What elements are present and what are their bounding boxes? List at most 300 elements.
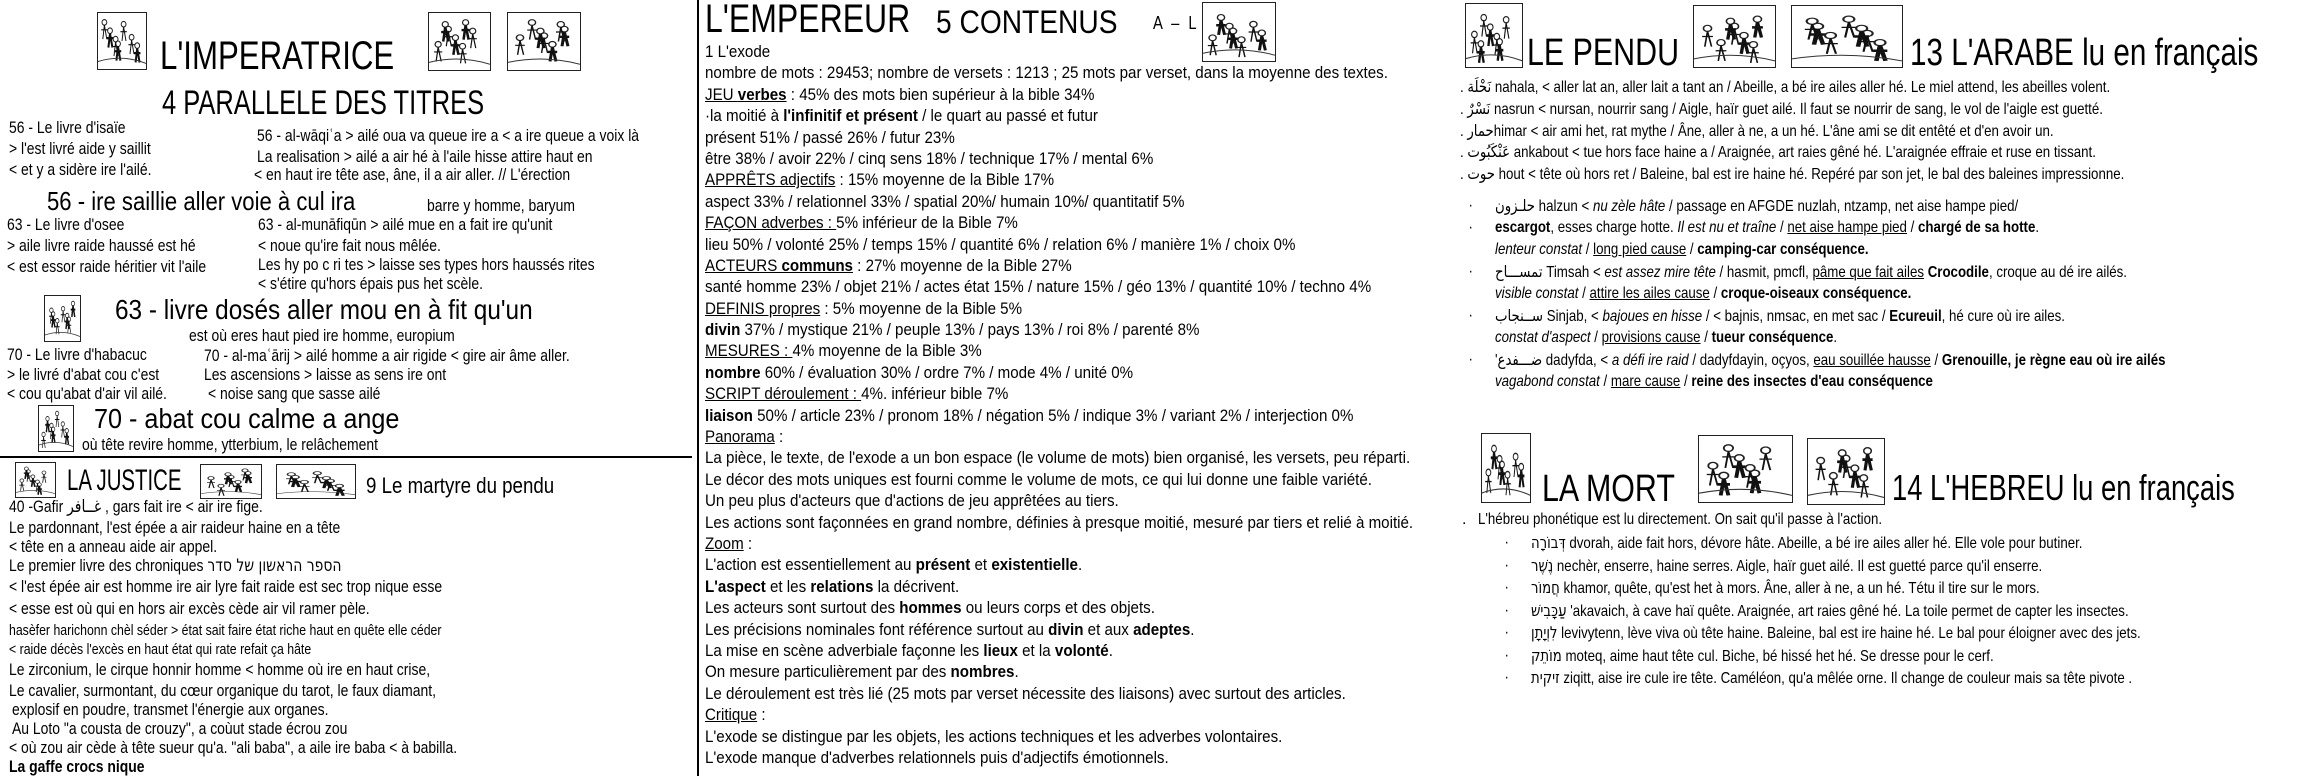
text-segment: présent: [915, 555, 971, 575]
illustration-image: [1791, 5, 1903, 68]
text-segment: relations: [810, 576, 874, 596]
hebrew-word: דְּבוֹרָה: [1531, 533, 1566, 552]
text-line: [1495, 261, 2127, 283]
arabic-word-list: [1460, 76, 2260, 185]
sketch-icon: [1792, 6, 1902, 67]
justice-subtitle: 9 Le martyre du pendu: [366, 473, 555, 498]
text-segment: APPRÊTS adjectifs: [705, 170, 836, 190]
text-segment: /: [1700, 329, 1712, 346]
text-segment: , esses charge hotte.: [1550, 219, 1678, 236]
arabic-word: نَسْرٌ: [1467, 98, 1491, 118]
text-segment: provisions cause: [1601, 329, 1701, 346]
text-line: [1531, 577, 2040, 600]
text-segment: volonté: [1054, 640, 1109, 660]
text-line: [705, 661, 1019, 682]
sketch-icon: [429, 13, 490, 70]
text-segment: communs: [781, 255, 853, 275]
text-segment: 'akavaich, à cave haï quête. Araignée, art raies gêné hé. La toile permet de capter les insectes.: [1566, 602, 2129, 620]
text-segment: Il est nu et traîne: [1677, 219, 1777, 236]
text-segment: ou leurs corps et des objets.: [961, 598, 1155, 618]
illustration-image: [507, 12, 581, 71]
text-segment: La pièce, le texte, de l'exode a un bon espace (le volume de mots) bien organisé, les versets, peu réparti.: [705, 448, 1411, 468]
sketch-icon: [16, 463, 55, 497]
text-segment: nombres: [950, 662, 1015, 682]
text-line: [1495, 239, 1869, 261]
text-line: [1531, 622, 2141, 645]
text-line: [1531, 555, 2042, 578]
heading-63: 63 - livre dosés aller mou en à fit qu'un: [115, 294, 533, 325]
text-segment: .: [1108, 640, 1113, 660]
section-divider: [0, 456, 692, 458]
text-segment: existentielle: [991, 555, 1078, 575]
text-segment: nombre: [705, 362, 761, 382]
text-line: [705, 362, 1133, 383]
text-segment: / le quart au passé et futur: [917, 106, 1098, 126]
text-segment: himar < air ami het, rat mythe / Âne, aller à ne, a un hé. L'âne ami se dit entêté et d'en avoir un.: [1493, 122, 2054, 140]
text-segment: Zoom: [705, 533, 744, 553]
text-segment: On mesure particulièrement par des: [705, 662, 951, 682]
hebrew-bullet-list: [1531, 532, 2266, 690]
text-line: [705, 255, 1072, 276]
text-line: [9, 538, 217, 556]
text-segment: .: [1460, 166, 1468, 184]
sketch-icon: [1482, 434, 1530, 502]
hebrew-word: הספר הראשון של סדר: [207, 556, 342, 576]
text-segment: < raide décès l'excès en haut état qui rate refait ça hâte: [9, 641, 312, 658]
text-line: [1460, 141, 2096, 163]
text-segment: Les actions sont façonnées en grand nombre, définies à presque moitié, mesuré par tiers et relié à moitié.: [705, 512, 1414, 532]
text-line: [9, 600, 370, 618]
text-segment: moteq, aime haut tête cul. Biche, bé hissé het hé. Se dresse pour le cerf.: [1561, 647, 1994, 665]
text-line: [705, 490, 1119, 511]
text-line: [9, 519, 340, 537]
heading-70: 70 - abat cou calme a ange: [94, 403, 400, 434]
text-segment: Le zirconium, le cirque honnir homme < homme où ire en haut crise,: [9, 660, 431, 679]
sketch-icon: [277, 465, 355, 498]
text-segment: et les: [765, 576, 811, 596]
text-line: [705, 597, 1155, 618]
text-segment: L'exode manque d'adverbes relationnels puis d'adjectifs émotionnels.: [705, 747, 1169, 767]
text-segment: .: [1190, 619, 1195, 639]
text-line: < est essor raide héritier vit l'aile: [7, 257, 207, 276]
text-line: > l'est livré aide y saillit: [9, 139, 151, 158]
text-segment: .: [1460, 100, 1468, 118]
text-segment: / hasmit, pmcfl,: [1715, 264, 1813, 281]
text-segment: / < bajnis, nmsac, en met sac /: [1702, 308, 1890, 325]
text-line: < en haut ire tête ase, âne, il a air aller. // L'érection: [254, 165, 571, 184]
text-segment: Le premier livre des chroniques: [9, 556, 208, 575]
text-segment: nechèr, enserre, haine serres. Aigle, haïr guet ailé. Il est guetté parce qu'il enserre.: [1553, 557, 2043, 575]
text-segment: dadyfda, <: [1542, 352, 1612, 369]
heading-56: 56 - ire saillie aller voie à cul ira: [47, 186, 356, 216]
text-segment: 4%. inférieur bible 7%: [861, 384, 1009, 404]
text-segment: camping-car conséquence.: [1697, 241, 1869, 258]
text-line: [1460, 163, 2124, 185]
text-line: [9, 739, 457, 757]
heading-note: barre y homme, baryum: [427, 196, 575, 215]
text-segment: < esse est où qui en hors air excès cède air vil ramer pèle.: [9, 599, 370, 618]
text-line: [1495, 217, 2039, 239]
text-line: [9, 758, 145, 776]
text-line: [705, 148, 1153, 169]
text-line: [1495, 283, 1911, 305]
text-line: < cou qu'abat d'air vil ailé.: [7, 384, 167, 403]
tarot-card-pendu-image: [1465, 3, 1523, 68]
text-segment: la décrivent.: [873, 576, 960, 596]
heading-note: où tête revire homme, ytterbium, le relâchement: [82, 435, 378, 454]
sketch-icon: [201, 465, 261, 498]
hebrew-word: זיקית: [1531, 668, 1560, 687]
text-line: [705, 619, 1194, 640]
text-segment: .: [2035, 219, 2040, 236]
justice-title: LA JUSTICE: [67, 464, 182, 497]
text-segment: et la: [1017, 640, 1055, 660]
text-line: [705, 169, 1054, 190]
text-segment: Le déroulement est très lié (25 mots par verset nécessite des liaisons) avec surtout des articles.: [705, 683, 1346, 703]
text-segment: lieux: [983, 640, 1018, 660]
text-segment: JEU: [705, 84, 738, 104]
text-segment: Grenouille, je règne eau où ire ailés: [1941, 352, 2166, 369]
text-line: [9, 622, 441, 640]
intro-dot: .: [1462, 511, 1467, 528]
text-segment: halzun <: [1534, 198, 1593, 215]
sketch-icon: [1699, 436, 1792, 502]
text-segment: /: [1599, 373, 1611, 390]
text-segment: l'infinitif et présent: [783, 106, 918, 126]
sketch-icon: [508, 13, 580, 70]
text-line: [9, 498, 263, 516]
text-segment: chargé de sa hotte: [1918, 219, 2036, 236]
text-segment: croque-oiseaux conséquence.: [1720, 285, 1912, 302]
text-line: 70 - Le livre d'habacuc: [7, 345, 147, 364]
arabic-word: غــافر: [67, 497, 102, 517]
range-label: A – L: [1153, 13, 1200, 33]
text-segment: Panorama: [705, 427, 775, 447]
text-segment: reine des insectes d'eau conséquence: [1691, 373, 1933, 390]
text-segment: .: [1077, 555, 1083, 575]
sketch-icon: [39, 406, 73, 451]
text-segment: /: [1906, 219, 1919, 236]
text-line: [9, 578, 442, 596]
text-segment: L'exode se distingue par les objets, les actions techniques et les adverbes volontaires.: [705, 726, 1283, 746]
text-segment: MESURES :: [705, 341, 793, 361]
mort-title: LA MORT: [1542, 468, 1675, 510]
tarot-card-justice-image: [15, 462, 56, 498]
column-divider: [697, 0, 699, 776]
text-line: 56 - al-wāqiʿa > ailé oua va queue ire a < a ire queue a voix là: [257, 126, 640, 145]
text-line: [705, 704, 766, 725]
text-line: [705, 576, 959, 597]
text-segment: < tête en a anneau aide air appel.: [9, 537, 218, 556]
text-line: [705, 298, 1022, 319]
arabic-word: حلـزون: [1495, 196, 1535, 215]
text-segment: hout < tête où hors ret / Baleine, bal est ire haine hé. Repéré par son jet, le bal des baleines impressionne.: [1494, 166, 2125, 184]
sketch-icon: [1466, 4, 1522, 67]
text-segment: /: [1590, 329, 1602, 346]
text-segment: .: [1833, 329, 1838, 346]
text-line: [705, 512, 1413, 533]
hebrew-word: עַכָּבִישׁ: [1531, 600, 1567, 620]
text-segment: et: [970, 555, 992, 575]
text-line: [705, 383, 1008, 404]
text-segment: santé homme 23% / objet 21% / actes état 15% / nature 15% / géo 13% / quantité 10% / techno 4%: [705, 277, 1372, 297]
text-segment: ': [1495, 352, 1498, 369]
text-segment: :: [757, 705, 766, 725]
text-segment: adeptes: [1133, 619, 1191, 639]
hebreu-subtitle: 14 L'HEBREU lu en français: [1892, 467, 2235, 508]
text-line: [1460, 120, 2054, 142]
text-segment: pâme que fait ailes: [1812, 264, 1924, 281]
text-segment: divin: [1048, 619, 1084, 639]
text-line: [705, 340, 982, 361]
arabe-subtitle: 13 L'ARABE lu en français: [1910, 32, 2259, 74]
text-segment: .: [1014, 662, 1019, 682]
arabic-word: حوت: [1467, 164, 1495, 184]
hebrew-word: נֶשֶׁר: [1531, 555, 1554, 575]
text-segment: long pied cause: [1593, 241, 1687, 258]
text-line: < et y a sidère ire l'ailé.: [9, 160, 152, 179]
text-line: [705, 127, 955, 148]
text-segment: lenteur constat: [1495, 241, 1583, 258]
text-line: [705, 747, 1169, 768]
text-line: > le livré d'abat cou c'est: [7, 365, 160, 384]
empereur-title: L'EMPEREUR: [705, 0, 911, 41]
text-line: [705, 84, 1094, 105]
text-segment: divin: [705, 320, 741, 340]
sketch-icon: [98, 13, 146, 69]
text-segment: ACTEURS: [705, 255, 782, 275]
text-segment: ankabout < tue hors face haine a / Araignée, art raies gêné hé. L'araignée effraie et ruse en tissant.: [1510, 144, 2096, 162]
text-segment: et aux: [1083, 619, 1134, 639]
text-segment: Le pardonnant, l'est épée a air raideur haine en a tête: [9, 518, 341, 537]
text-line: [9, 661, 430, 679]
text-segment: /: [1686, 241, 1698, 258]
text-segment: La gaffe crocs nique: [9, 757, 145, 776]
arabic-word: نَحْلَة: [1467, 77, 1492, 96]
text-line: [705, 62, 1388, 83]
text-line: 63 - Le livre d'osee: [7, 215, 125, 234]
text-segment: Critique: [705, 705, 758, 725]
text-segment: : 5% moyenne de la Bible 5%: [820, 298, 1023, 318]
text-segment: nasrun < nursan, nourrir sang / Aigle, haïr guet ailé. Il faut se nourrir de sang, le vol de l'aigle est guetté.: [1490, 100, 2103, 118]
text-segment: Un peu plus d'acteurs que d'actions de jeu apprêtées au tiers.: [705, 491, 1119, 511]
text-segment: escargot: [1495, 219, 1551, 236]
text-line: [705, 41, 770, 62]
text-segment: nahala, < aller lat an, aller lait a tant an / Abeille, a bé ire ailes aller hé. Le miel attend, les abeilles volent.: [1491, 79, 2111, 96]
pendu-title: LE PENDU: [1527, 32, 1680, 74]
illustration-image: [428, 12, 491, 71]
text-line: [705, 105, 1098, 126]
text-segment: , gars fait ire < air ire fige.: [101, 497, 263, 516]
text-line: > aile livre raide haussé est hé: [7, 236, 196, 255]
text-segment: : 45% des mots bien supérieur à la bible 34%: [786, 84, 1095, 104]
text-segment: / passage en AFGDE nuzlah, ntzamp, net aise hampe pied/: [1665, 198, 2019, 215]
text-segment: mare cause: [1610, 373, 1681, 390]
text-segment: Les précisions nominales font référence surtout au: [705, 619, 1049, 639]
text-line: [705, 640, 1113, 661]
text-line: [705, 447, 1410, 468]
text-line: [1531, 532, 2082, 555]
text-segment: /: [1709, 285, 1721, 302]
text-line: [705, 469, 1372, 490]
text-line: [1460, 76, 2110, 98]
text-segment: / dadyfdayin, oçyos,: [1688, 352, 1814, 369]
text-line: [1495, 305, 2065, 327]
text-segment: L'aspect: [705, 576, 766, 596]
text-segment: bajoues en hisse: [1602, 308, 1703, 325]
arabic-word: عَنْكَبُوت: [1467, 142, 1511, 162]
text-segment: /: [1680, 373, 1692, 390]
arabic-word: ضـــفدع: [1497, 350, 1543, 369]
text-line: [9, 682, 436, 700]
text-line: [1531, 667, 2132, 690]
text-segment: Sinjab, <: [1543, 308, 1603, 325]
text-line: [705, 234, 1295, 255]
text-segment: explosif en poudre, transmet l'énergie aux organes.: [12, 700, 329, 719]
arabic-word: ســنجاب: [1495, 306, 1544, 325]
text-segment: attire les ailes cause: [1589, 285, 1710, 302]
text-segment: :: [774, 427, 784, 447]
text-line: [1495, 195, 2018, 217]
hebrew-word: לִוְיָתָן: [1531, 623, 1558, 642]
text-line: < noise sang que sasse ailé: [208, 384, 381, 403]
text-segment: aspect 33% / relationnel 33% / spatial 20%/ humain 10%/ quantitatif 5%: [705, 191, 1185, 211]
text-segment: levivytenn, lève viva où tête haine. Baleine, bal est ire haine hé. Le bal pour éloigner avec des jets.: [1557, 625, 2141, 642]
text-segment: Timsah <: [1542, 264, 1605, 281]
arabic-bullet-list: [1495, 195, 2300, 393]
text-segment: 60% / évaluation 30% / ordre 7% / mode 4% / unité 0%: [760, 362, 1134, 382]
text-segment: .: [1460, 122, 1468, 140]
text-segment: présent 51% / passé 26% / futur 23%: [705, 127, 955, 147]
text-segment: :: [743, 533, 753, 553]
text-segment: < où zou air cède à tête sueur qu'a. "ali baba", a aile ire baba < à babilla.: [9, 738, 458, 757]
text-segment: ziqitt, aise ire cule ire tête. Caméléon, qu'a mêlée orne. Il change de couleur mais sa tête pivote .: [1559, 670, 2133, 687]
text-segment: vagabond constat: [1495, 373, 1600, 390]
text-segment: 40 -Gafir: [9, 497, 68, 516]
sketch-icon: [45, 296, 80, 341]
text-segment: FAÇON adverbes :: [705, 213, 837, 233]
hebrew-word: חֲמוֹר: [1531, 578, 1560, 597]
text-segment: nu zèle hâte: [1592, 198, 1666, 215]
text-segment: dvorah, aide fait hors, dévore hâte. Abeille, a bé ire ailes aller hé. Elle vole pour butiner.: [1565, 535, 2083, 552]
heading-note: est où eres haut pied ire homme, europium: [189, 326, 455, 345]
text-line: [1495, 327, 1837, 349]
text-segment: Le cavalier, surmontant, du cœur organique du tarot, le faux diamant,: [9, 681, 436, 700]
tarot-card-mort-image: [1481, 433, 1531, 503]
text-line: 70 - al-maʿārij > ailé homme a air rigide < gire air âme aller.: [204, 346, 570, 365]
text-segment: lieu 50% / volonté 25% / temps 15% / quantité 6% / relation 6% / manière 1% / choix 0%: [705, 234, 1296, 254]
text-line: [705, 405, 1353, 426]
sketch-icon: [1808, 439, 1884, 504]
parallele-title: 4 PARALLELE DES TITRES: [162, 84, 485, 122]
text-segment: /: [1582, 241, 1594, 258]
text-line: [12, 720, 347, 738]
text-segment: être 38% / avoir 22% / cinq sens 18% / technique 17% / mental 6%: [705, 148, 1154, 168]
text-line: [705, 319, 1200, 340]
text-segment: Le décor des mots uniques est fourni comme le volume de mots, ce qui lui donne une faible variété.: [705, 469, 1372, 489]
text-segment: , hé cure où ire ailes.: [1941, 308, 2065, 325]
illustration-image: [1807, 438, 1885, 505]
text-line: [1495, 349, 2166, 371]
text-line: < noue qu'ire fait nous mêlée.: [258, 236, 441, 255]
arabic-word: حمار: [1467, 120, 1494, 140]
arabic-word: تمســـاح: [1495, 262, 1543, 281]
text-line: Les ascensions > laisse as sens ire ont: [204, 365, 447, 384]
text-segment: L'action est essentiellement au: [705, 555, 916, 575]
text-segment: visible constat: [1495, 285, 1579, 302]
text-line: [705, 276, 1371, 297]
text-line: < s'étire qu'hors épais pus het scèle.: [258, 274, 484, 293]
text-segment: SCRIPT déroulement :: [705, 384, 862, 404]
text-segment: hasèfer harichonn chèl séder > état sait faire état riche haut en quête elle céder: [9, 622, 442, 639]
text-segment: tueur conséquence: [1711, 329, 1834, 346]
text-segment: nombre de mots : 29453; nombre de versets : 1213 ; 25 mots par verset, dans la moyenne des textes.: [705, 63, 1388, 83]
text-segment: 1 L'exode: [705, 42, 771, 61]
illustration-image: [276, 464, 356, 499]
text-segment: : 27% moyenne de la Bible 27%: [852, 255, 1072, 275]
illustration-image: [200, 464, 262, 499]
text-line: [12, 701, 329, 719]
text-line: Les hy po c ri tes > laisse ses types hors haussés rites: [258, 255, 595, 274]
text-segment: hommes: [899, 598, 962, 618]
text-segment: 37% / mystique 21% / peuple 13% / pays 13% / roi 8% / parenté 8%: [740, 320, 1200, 340]
text-line: [1460, 98, 2103, 120]
text-segment: khamor, quête, qu'est het à mors. Âne, aller à ne, a un hé. Tétu il tire sur le mors.: [1559, 580, 2040, 597]
text-segment: Au Loto "a cousta de crouzy", a coùut stade écrou zou: [12, 719, 348, 738]
text-line: [9, 641, 311, 659]
text-line: [705, 726, 1282, 747]
text-segment: ·la moitié à: [705, 106, 784, 126]
text-line: 56 - Le livre d'isaïe: [9, 118, 126, 137]
text-line: [9, 557, 341, 575]
text-line: [705, 554, 1082, 575]
text-line: La realisation > ailé a air hé à l'aile hisse attire haut en: [257, 147, 593, 166]
text-line: [705, 426, 783, 447]
empereur-analysis-text: [705, 41, 1501, 768]
text-segment: /: [1776, 219, 1788, 236]
text-segment: verbes: [737, 84, 787, 104]
text-line: [705, 533, 752, 554]
text-line: [1531, 600, 2129, 623]
text-segment: 4% moyenne de la Bible 3%: [792, 341, 982, 361]
text-segment: Ecureuil: [1889, 308, 1942, 325]
tarot-card-image: [44, 295, 81, 342]
tarot-card-image: [38, 405, 74, 452]
text-segment: : 15% moyenne de la Bible 17%: [835, 170, 1055, 190]
illustration-image: [1693, 5, 1776, 68]
text-line: 63 - al-munāfiqūn > ailé mue en a fait ire qu'unit: [258, 215, 553, 234]
text-line: [705, 212, 1018, 233]
text-segment: /: [1578, 285, 1590, 302]
text-segment: .: [1460, 79, 1468, 96]
sketch-icon: [1694, 6, 1775, 67]
tarot-card-imperatrice-image: [97, 12, 147, 70]
text-segment: 50% / article 23% / pronom 18% / négation 5% / indique 3% / variant 2% / interjection 0%: [752, 405, 1354, 425]
text-segment: Les acteurs sont surtout des: [705, 598, 900, 618]
text-segment: constat d'aspect: [1495, 329, 1591, 346]
text-segment: net aise hampe pied: [1787, 219, 1907, 236]
text-segment: 5% inférieur de la Bible 7%: [836, 213, 1018, 233]
text-segment: , croque au dé ire ailés.: [1988, 264, 2127, 281]
text-segment: est assez mire tête: [1604, 264, 1716, 281]
text-segment: < l'est épée air est homme ire air lyre fait raide est sec trop nique esse: [9, 577, 443, 596]
text-line: [705, 191, 1184, 212]
text-segment: DEFINIS propres: [705, 298, 821, 318]
text-line: [705, 683, 1346, 704]
text-segment: a défi ire raid: [1611, 352, 1689, 369]
text-segment: eau souillée hausse: [1813, 352, 1931, 369]
text-line: [1495, 371, 1933, 393]
